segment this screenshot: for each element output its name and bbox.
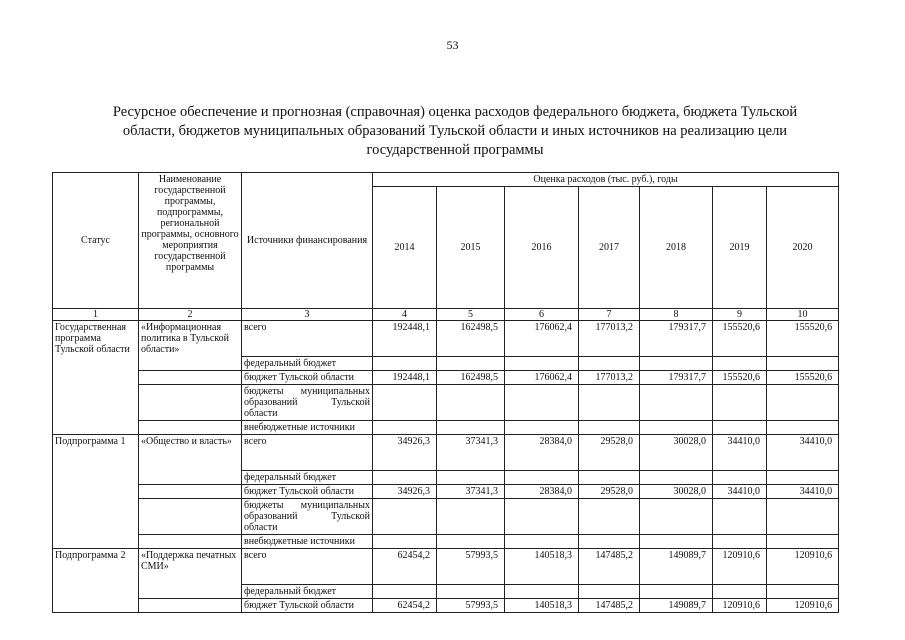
expense-value <box>579 357 640 371</box>
expense-value: 155520,6 <box>713 371 767 385</box>
expense-value: 57993,5 <box>437 549 505 585</box>
expense-value: 155520,6 <box>767 321 839 357</box>
expense-value: 176062,4 <box>505 371 579 385</box>
expense-value: 34410,0 <box>767 435 839 471</box>
expense-value: 120910,6 <box>713 599 767 613</box>
expense-value: 34410,0 <box>713 485 767 499</box>
expense-value <box>373 471 437 485</box>
expense-value <box>579 535 640 549</box>
expense-value <box>713 535 767 549</box>
expense-value: 62454,2 <box>373 599 437 613</box>
header-year: 2019 <box>713 187 767 309</box>
header-year: 2017 <box>579 187 640 309</box>
expense-value <box>579 471 640 485</box>
section-name: «Поддержка печатных СМИ» <box>139 549 242 599</box>
empty-name-cell <box>139 599 242 613</box>
budget-table-container <box>52 172 839 613</box>
funding-source: бюджеты муниципальных образований Тульской области <box>242 385 373 421</box>
section-status: Государственная программа Тульской области <box>53 321 139 435</box>
column-number: 5 <box>437 309 505 321</box>
empty-name-cell <box>139 371 242 385</box>
header-year: 2016 <box>505 187 579 309</box>
expense-value: 34410,0 <box>767 485 839 499</box>
expense-value: 29528,0 <box>579 435 640 471</box>
expense-value: 140518,3 <box>505 549 579 585</box>
table-row <box>53 421 839 435</box>
funding-source: федеральный бюджет <box>242 585 373 599</box>
funding-source: всего <box>242 549 373 585</box>
funding-source: федеральный бюджет <box>242 357 373 371</box>
section-name: «Информационная политика в Тульской области» <box>139 321 242 371</box>
expense-value: 149089,7 <box>640 599 713 613</box>
expense-value <box>767 499 839 535</box>
expense-value <box>437 357 505 371</box>
expense-value <box>373 385 437 421</box>
section-name: «Общество и власть» <box>139 435 242 485</box>
expense-value: 37341,3 <box>437 435 505 471</box>
table-row <box>53 535 839 549</box>
expense-value <box>767 385 839 421</box>
expense-value: 30028,0 <box>640 435 713 471</box>
expense-value <box>505 585 579 599</box>
table-row <box>53 599 839 613</box>
expense-value: 120910,6 <box>767 599 839 613</box>
table-row <box>53 485 839 499</box>
expense-value <box>505 385 579 421</box>
expense-value: 28384,0 <box>505 485 579 499</box>
expense-value <box>437 385 505 421</box>
expense-value <box>437 499 505 535</box>
title-line-3: государственной программы <box>366 142 544 158</box>
table-row <box>53 321 839 357</box>
expense-value: 120910,6 <box>713 549 767 585</box>
empty-name-cell <box>139 535 242 549</box>
expense-value: 176062,4 <box>505 321 579 357</box>
expense-value: 28384,0 <box>505 435 579 471</box>
document-title <box>95 103 815 160</box>
expense-value: 34926,3 <box>373 435 437 471</box>
expense-value <box>505 535 579 549</box>
header-estimate: Оценка расходов (тыс. руб.), годы <box>373 173 839 187</box>
expense-value <box>767 357 839 371</box>
table-row <box>53 435 839 471</box>
expense-value: 62454,2 <box>373 549 437 585</box>
header-status: Статус <box>53 173 139 309</box>
expense-value: 37341,3 <box>437 485 505 499</box>
column-number: 3 <box>242 309 373 321</box>
expense-value <box>767 585 839 599</box>
expense-value <box>579 499 640 535</box>
title-line-2: области, бюджетов муниципальных образований Тульской области и иных источников на реализацию цели <box>122 123 788 139</box>
expense-value <box>505 499 579 535</box>
expense-value: 192448,1 <box>373 321 437 357</box>
expense-value: 34926,3 <box>373 485 437 499</box>
expense-value <box>767 471 839 485</box>
column-number: 8 <box>640 309 713 321</box>
expense-value: 179317,7 <box>640 371 713 385</box>
page-number: 53 <box>446 38 459 52</box>
empty-name-cell <box>139 421 242 435</box>
funding-source: бюджет Тульской области <box>242 599 373 613</box>
funding-source: внебюджетные источники <box>242 535 373 549</box>
expense-value: 147485,2 <box>579 549 640 585</box>
header-year: 2020 <box>767 187 839 309</box>
expense-value <box>579 385 640 421</box>
table-row <box>53 385 839 421</box>
table-row <box>53 499 839 535</box>
funding-source: бюджет Тульской области <box>242 485 373 499</box>
column-number: 4 <box>373 309 437 321</box>
expense-value <box>640 535 713 549</box>
expense-value <box>373 585 437 599</box>
column-number: 7 <box>579 309 640 321</box>
expense-value <box>579 585 640 599</box>
expense-value: 192448,1 <box>373 371 437 385</box>
column-number: 2 <box>139 309 242 321</box>
expense-value: 120910,6 <box>767 549 839 585</box>
empty-name-cell <box>139 485 242 499</box>
header-name: Наименование государственной программы, подпрограммы, региональной программы, основного мероприятия государственной программы <box>139 173 242 309</box>
expense-value <box>437 585 505 599</box>
expense-value <box>713 385 767 421</box>
expense-value <box>505 421 579 435</box>
funding-source: всего <box>242 321 373 357</box>
expense-value: 155520,6 <box>713 321 767 357</box>
expense-value: 149089,7 <box>640 549 713 585</box>
section-status: Подпрограмма 2 <box>53 549 139 613</box>
funding-source: федеральный бюджет <box>242 471 373 485</box>
empty-name-cell <box>139 499 242 535</box>
expense-value <box>640 499 713 535</box>
expense-value <box>373 499 437 535</box>
expense-value: 29528,0 <box>579 485 640 499</box>
funding-source: бюджет Тульской области <box>242 371 373 385</box>
expense-value <box>713 421 767 435</box>
expense-value: 30028,0 <box>640 485 713 499</box>
budget-table <box>52 172 839 613</box>
funding-source: всего <box>242 435 373 471</box>
expense-value: 147485,2 <box>579 599 640 613</box>
expense-value: 179317,7 <box>640 321 713 357</box>
expense-value <box>579 421 640 435</box>
expense-value: 177013,2 <box>579 371 640 385</box>
expense-value <box>437 471 505 485</box>
expense-value <box>505 471 579 485</box>
section-status: Подпрограмма 1 <box>53 435 139 549</box>
header-year: 2014 <box>373 187 437 309</box>
expense-value: 34410,0 <box>713 435 767 471</box>
title-line-1: Ресурсное обеспечение и прогнозная (справочная) оценка расходов федерального бюджета, бюджета Тульской <box>112 104 798 120</box>
expense-value <box>640 421 713 435</box>
expense-value <box>373 421 437 435</box>
expense-value <box>373 357 437 371</box>
header-year: 2015 <box>437 187 505 309</box>
expense-value <box>767 535 839 549</box>
expense-value <box>437 535 505 549</box>
expense-value: 177013,2 <box>579 321 640 357</box>
column-number: 6 <box>505 309 579 321</box>
expense-value <box>640 585 713 599</box>
expense-value: 162498,5 <box>437 321 505 357</box>
header-year: 2018 <box>640 187 713 309</box>
expense-value <box>373 535 437 549</box>
expense-value <box>767 421 839 435</box>
funding-source: бюджеты муниципальных образований Тульской области <box>242 499 373 535</box>
table-row <box>53 371 839 385</box>
empty-name-cell <box>139 385 242 421</box>
expense-value <box>640 471 713 485</box>
column-number: 9 <box>713 309 767 321</box>
expense-value <box>713 585 767 599</box>
expense-value <box>713 471 767 485</box>
column-number: 10 <box>767 309 839 321</box>
expense-value <box>505 357 579 371</box>
header-sources: Источники финансирования <box>242 173 373 309</box>
expense-value <box>713 357 767 371</box>
expense-value <box>437 421 505 435</box>
table-row <box>53 549 839 585</box>
expense-value: 155520,6 <box>767 371 839 385</box>
expense-value: 162498,5 <box>437 371 505 385</box>
expense-value <box>713 499 767 535</box>
column-number: 1 <box>53 309 139 321</box>
funding-source: внебюджетные источники <box>242 421 373 435</box>
expense-value <box>640 385 713 421</box>
expense-value <box>640 357 713 371</box>
expense-value: 57993,5 <box>437 599 505 613</box>
expense-value: 140518,3 <box>505 599 579 613</box>
